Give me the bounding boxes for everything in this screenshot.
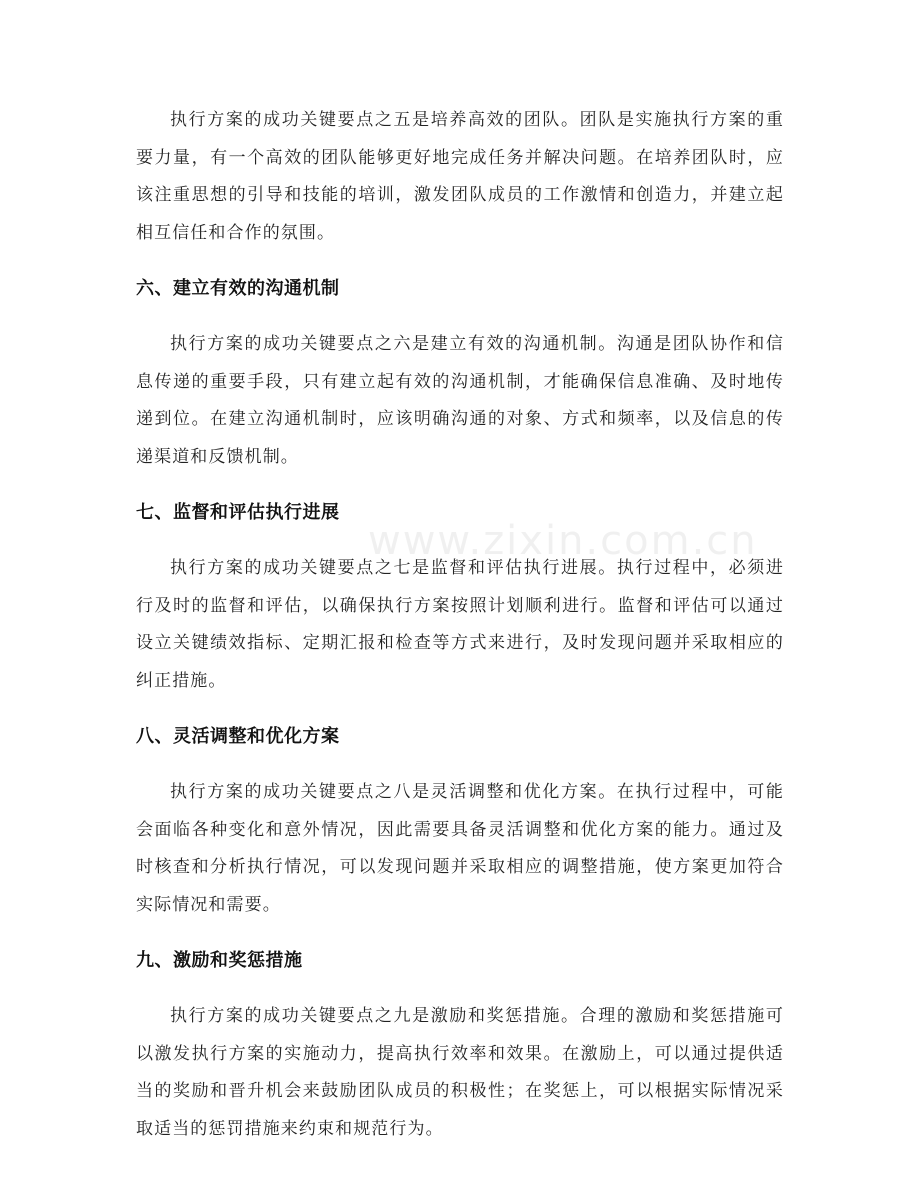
heading-communication: 六、建立有效的沟通机制 <box>136 278 340 299</box>
paragraph-incentives: 执行方案的成功关键要点之九是激励和奖惩措施。合理的激励和奖惩措施可以激发执行方案的实施动力，提高执行效率和效果。在激励上，可以通过提供适当的奖励和晋升机会来鼓励团队成员的积极性；在奖惩上，可以根据实际情况采取适当的惩罚措施来约束和规范行为。 <box>136 1006 784 1139</box>
heading-incentives: 九、激励和奖惩措施 <box>136 950 303 971</box>
paragraph-monitoring: 执行方案的成功关键要点之七是监督和评估执行进展。执行过程中，必须进行及时的监督和评估，以确保执行方案按照计划顺利进行。监督和评估可以通过设立关键绩效指标、定期汇报和检查等方式来进行，及时发现问题并采取相应的纠正措施。 <box>136 558 784 691</box>
document-body <box>136 102 784 1148</box>
paragraph-adjustment: 执行方案的成功关键要点之八是灵活调整和优化方案。在执行过程中，可能会面临各种变化和意外情况，因此需要具备灵活调整和优化方案的能力。通过及时核查和分析执行情况，可以发现问题并采取相应的调整措施，使方案更加符合实际情况和需要。 <box>136 782 784 915</box>
paragraph-team: 执行方案的成功关键要点之五是培养高效的团队。团队是实施执行方案的重要力量，有一个高效的团队能够更好地完成任务并解决问题。在培养团队时，应该注重思想的引导和技能的培训，激发团队成员的工作激情和创造力，并建立起相互信任和合作的氛围。 <box>136 110 784 243</box>
heading-adjustment: 八、灵活调整和优化方案 <box>136 726 340 747</box>
paragraph-communication: 执行方案的成功关键要点之六是建立有效的沟通机制。沟通是团队协作和信息传递的重要手段，只有建立起有效的沟通机制，才能确保信息准确、及时地传递到位。在建立沟通机制时，应该明确沟通的对象、方式和频率，以及信息的传递渠道和反馈机制。 <box>136 334 784 467</box>
watermark: www.zixin.com.cn <box>368 518 758 564</box>
heading-monitoring: 七、监督和评估执行进展 <box>136 502 340 523</box>
